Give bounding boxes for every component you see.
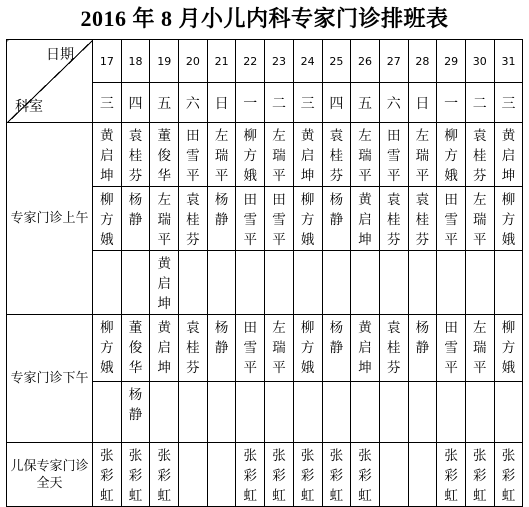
doctor-cell (351, 382, 380, 443)
doctor-cell (322, 123, 351, 187)
doctor-name: 柳 方 娥 (300, 192, 315, 248)
doctor-cell (207, 382, 236, 443)
doctor-cell (494, 251, 523, 315)
weekday-cell: 四 (121, 83, 150, 123)
doctor-cell (408, 382, 437, 443)
doctor-cell (150, 251, 179, 315)
doctor-cell (236, 251, 265, 315)
doctor-name: 张 彩 虹 (501, 448, 516, 504)
doctor-cell (437, 382, 466, 443)
doctor-name: 黄 启 坤 (358, 192, 372, 248)
doctor-name: 柳 方 娥 (501, 192, 516, 248)
doctor-cell (207, 251, 236, 315)
doctor-name: 黄 启 坤 (501, 128, 516, 184)
doctor-name: 柳 方 娥 (243, 128, 258, 184)
weekday-cell: 二 (265, 83, 294, 123)
doctor-name: 袁 桂 芬 (186, 192, 200, 248)
doctor-cell (351, 123, 380, 187)
doctor-cell (265, 187, 294, 251)
doctor-cell (494, 315, 523, 382)
doctor-cell (207, 187, 236, 251)
doctor-cell (379, 382, 408, 443)
doctor-name: 张 彩 虹 (243, 448, 258, 504)
schedule-row (7, 443, 523, 507)
doctor-name: 张 彩 虹 (329, 448, 344, 504)
date-cell: 18 (121, 40, 150, 83)
doctor-cell (408, 251, 437, 315)
doctor-cell (236, 187, 265, 251)
weekday-cell: 一 (236, 83, 265, 123)
doctor-name: 田 雪 平 (386, 128, 401, 184)
date-cell: 17 (93, 40, 122, 83)
doctor-name: 杨 静 (329, 320, 344, 356)
doctor-name: 左 瑞 平 (214, 128, 229, 184)
doctor-name: 袁 桂 芬 (329, 128, 344, 184)
doctor-name: 袁 桂 芬 (473, 128, 487, 184)
doctor-name: 左 瑞 平 (473, 320, 487, 376)
header-corner (7, 40, 93, 123)
doctor-cell (179, 443, 208, 507)
weekday-cell: 五 (351, 83, 380, 123)
doctor-cell (351, 443, 380, 507)
doctor-cell (322, 382, 351, 443)
doctor-cell (150, 382, 179, 443)
doctor-cell (179, 382, 208, 443)
doctor-name: 左 瑞 平 (415, 128, 430, 184)
doctor-name: 袁 桂 芬 (186, 320, 200, 376)
weekday-cell: 三 (293, 83, 322, 123)
doctor-cell (207, 123, 236, 187)
date-cell: 19 (150, 40, 179, 83)
weekday-cell: 六 (179, 83, 208, 123)
doctor-cell (93, 443, 122, 507)
date-cell: 21 (207, 40, 236, 83)
weekday-cell: 二 (465, 83, 494, 123)
doctor-name: 柳 方 娥 (444, 128, 458, 184)
doctor-cell (265, 251, 294, 315)
doctor-name: 董 俊 华 (157, 128, 171, 184)
doctor-cell (351, 187, 380, 251)
date-header-label: 日期 (46, 47, 74, 63)
department-label: 专家门诊下午 (7, 315, 93, 443)
schedule-table (6, 39, 523, 507)
doctor-cell (93, 187, 122, 251)
doctor-cell (437, 123, 466, 187)
doctor-name: 田 雪 平 (243, 320, 258, 376)
doctor-cell (293, 315, 322, 382)
doctor-cell (351, 251, 380, 315)
dept-header-label: 科室 (15, 99, 43, 115)
doctor-cell (293, 382, 322, 443)
doctor-cell (207, 315, 236, 382)
doctor-cell (179, 251, 208, 315)
department-label: 儿保专家门诊全天 (7, 443, 93, 507)
weekday-cell: 六 (379, 83, 408, 123)
date-cell: 22 (236, 40, 265, 83)
department-label: 专家门诊上午 (7, 123, 93, 315)
schedule-row (7, 315, 523, 382)
doctor-cell (265, 443, 294, 507)
doctor-cell (293, 251, 322, 315)
doctor-name: 黄 启 坤 (300, 128, 315, 184)
doctor-cell (265, 382, 294, 443)
date-cell: 25 (322, 40, 351, 83)
schedule-row (7, 123, 523, 187)
weekday-cell: 五 (150, 83, 179, 123)
doctor-name: 杨 静 (214, 320, 229, 356)
date-cell: 24 (293, 40, 322, 83)
weekday-cell: 三 (93, 83, 122, 123)
date-cell: 29 (437, 40, 466, 83)
doctor-name: 袁 桂 芬 (415, 192, 430, 248)
doctor-name: 张 彩 虹 (473, 448, 487, 504)
doctor-cell (179, 123, 208, 187)
doctor-name: 张 彩 虹 (157, 448, 171, 504)
doctor-name: 黄 启 坤 (157, 320, 171, 376)
doctor-cell (236, 315, 265, 382)
doctor-name: 杨 静 (415, 320, 430, 356)
doctor-cell (293, 123, 322, 187)
doctor-cell (408, 443, 437, 507)
doctor-cell (322, 443, 351, 507)
doctor-name: 左 瑞 平 (157, 192, 171, 248)
doctor-cell (322, 315, 351, 382)
doctor-cell (465, 187, 494, 251)
doctor-cell (379, 443, 408, 507)
doctor-name: 左 瑞 平 (473, 192, 487, 248)
date-cell: 23 (265, 40, 294, 83)
doctor-cell (150, 315, 179, 382)
doctor-cell (265, 315, 294, 382)
doctor-cell (408, 187, 437, 251)
date-cell: 20 (179, 40, 208, 83)
doctor-name: 杨 静 (214, 192, 229, 228)
doctor-name: 左 瑞 平 (272, 320, 286, 376)
doctor-name: 张 彩 虹 (100, 448, 114, 504)
doctor-cell (494, 382, 523, 443)
date-cell: 31 (494, 40, 523, 83)
doctor-cell (322, 187, 351, 251)
doctor-cell (437, 315, 466, 382)
doctor-name: 柳 方 娥 (501, 320, 516, 376)
doctor-name: 柳 方 娥 (300, 320, 315, 376)
page-title: 2016 年 8 月小儿内科专家门诊排班表 (80, 6, 449, 31)
doctor-name: 张 彩 虹 (358, 448, 372, 504)
doctor-cell (408, 123, 437, 187)
doctor-name: 杨 静 (128, 387, 143, 423)
weekday-cell: 日 (408, 83, 437, 123)
doctor-cell (236, 382, 265, 443)
doctor-cell (379, 315, 408, 382)
doctor-name: 袁 桂 芬 (128, 128, 143, 184)
doctor-cell (121, 251, 150, 315)
date-cell: 26 (351, 40, 380, 83)
doctor-name: 左 瑞 平 (272, 128, 286, 184)
doctor-cell (437, 443, 466, 507)
doctor-name: 田 雪 平 (444, 320, 458, 376)
doctor-name: 田 雪 平 (243, 192, 258, 248)
doctor-cell (465, 251, 494, 315)
doctor-name: 田 雪 平 (444, 192, 458, 248)
doctor-name: 袁 桂 芬 (386, 320, 401, 376)
doctor-name: 张 彩 虹 (272, 448, 286, 504)
date-cell: 28 (408, 40, 437, 83)
doctor-cell (93, 251, 122, 315)
doctor-cell (437, 251, 466, 315)
doctor-cell (179, 187, 208, 251)
doctor-cell (179, 315, 208, 382)
weekday-cell: 四 (322, 83, 351, 123)
doctor-name: 柳 方 娥 (100, 320, 114, 376)
doctor-name: 袁 桂 芬 (386, 192, 401, 248)
doctor-name: 张 彩 虹 (128, 448, 143, 504)
doctor-name: 张 彩 虹 (300, 448, 315, 504)
doctor-cell (494, 123, 523, 187)
doctor-cell (379, 123, 408, 187)
doctor-cell (150, 443, 179, 507)
doctor-cell (93, 382, 122, 443)
doctor-cell (322, 251, 351, 315)
doctor-name: 田 雪 平 (272, 192, 286, 248)
doctor-cell (93, 123, 122, 187)
doctor-cell (121, 382, 150, 443)
doctor-cell (150, 187, 179, 251)
date-cell: 27 (379, 40, 408, 83)
date-row (7, 40, 523, 83)
doctor-name: 左 瑞 平 (358, 128, 372, 184)
doctor-cell (465, 123, 494, 187)
doctor-cell (265, 123, 294, 187)
doctor-cell (379, 251, 408, 315)
doctor-cell (437, 187, 466, 251)
doctor-cell (465, 443, 494, 507)
doctor-name: 张 彩 虹 (444, 448, 458, 504)
doctor-cell (494, 443, 523, 507)
doctor-name: 黄 启 坤 (157, 256, 171, 312)
doctor-name: 黄 启 坤 (100, 128, 114, 184)
doctor-cell (207, 443, 236, 507)
doctor-name: 杨 静 (128, 192, 143, 228)
doctor-cell (408, 315, 437, 382)
doctor-name: 杨 静 (329, 192, 344, 228)
date-cell: 30 (465, 40, 494, 83)
doctor-cell (93, 315, 122, 382)
doctor-cell (465, 382, 494, 443)
doctor-name: 黄 启 坤 (358, 320, 372, 376)
doctor-name: 田 雪 平 (186, 128, 200, 184)
doctor-name: 柳 方 娥 (100, 192, 114, 248)
weekday-cell: 一 (437, 83, 466, 123)
weekday-cell: 日 (207, 83, 236, 123)
doctor-cell (236, 123, 265, 187)
doctor-cell (293, 443, 322, 507)
doctor-cell (494, 187, 523, 251)
doctor-cell (236, 443, 265, 507)
doctor-cell (121, 123, 150, 187)
doctor-cell (150, 123, 179, 187)
doctor-cell (465, 315, 494, 382)
doctor-cell (121, 443, 150, 507)
doctor-cell (121, 187, 150, 251)
doctor-cell (293, 187, 322, 251)
weekday-cell: 三 (494, 83, 523, 123)
doctor-name: 董 俊 华 (128, 320, 143, 376)
doctor-cell (351, 315, 380, 382)
doctor-cell (121, 315, 150, 382)
doctor-cell (379, 187, 408, 251)
